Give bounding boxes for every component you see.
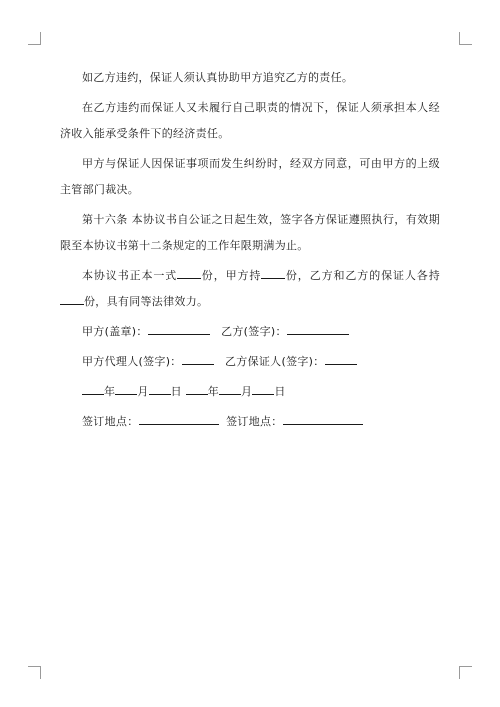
blank-total-copies [177, 267, 201, 279]
party-b-sign-label: 乙方(签字)： [221, 325, 287, 338]
date-b-month-label: 月 [241, 385, 253, 398]
date-b-day-blank [252, 383, 274, 395]
paragraph-copies [60, 263, 440, 315]
copies-text-3: 份，乙方和乙方的保证人各持 [285, 269, 441, 282]
copies-text-4: 份，具有同等法律效力。 [84, 295, 209, 308]
date-a-year-blank [82, 383, 104, 395]
party-a-seal-blank [148, 323, 210, 335]
party-a-agent-blank [182, 353, 214, 365]
blank-party-a-copies [261, 267, 285, 279]
corner-mark-top-right [459, 32, 472, 45]
corner-mark-top-left [28, 32, 41, 45]
date-b-month-blank [219, 383, 241, 395]
signature-row-seal [60, 319, 440, 345]
copies-text-1: 本协议书正本一式 [82, 269, 178, 282]
date-b-year-label: 年 [207, 385, 220, 398]
date-b-day-label: 日 [274, 385, 286, 398]
date-a-day-label: 日 [170, 385, 182, 398]
date-a-year-label: 年 [104, 385, 116, 398]
date-b-year-blank [186, 383, 208, 395]
signature-row-agents [60, 349, 440, 375]
paragraph-dispute-resolution: 甲方与保证人因保证事项而发生纠纷时，经双方同意，可由甲方的上级主管部门裁决。 [60, 157, 440, 196]
date-a-month-label: 月 [137, 385, 149, 398]
party-b-sign-blank [287, 323, 349, 335]
place-b-blank [283, 413, 363, 425]
place-b-label: 签订地点： [226, 415, 283, 428]
date-a-day-blank [149, 383, 171, 395]
party-b-guarantor-blank [325, 353, 357, 365]
copies-text-2: 份，甲方持 [201, 269, 262, 282]
paragraph-guarantor-liability: 在乙方违约而保证人又未履行自己职责的情况下，保证人须承担本人经济收入能承受条件下的经济责任。 [60, 101, 440, 140]
blank-party-b-copies [60, 293, 84, 305]
party-b-guarantor-label: 乙方保证人(签字)： [224, 355, 325, 368]
paragraph-guarantor-assist: 如乙方违约，保证人须认真协助甲方追究乙方的责任。 [82, 71, 354, 84]
signature-row-places [60, 409, 440, 435]
party-a-agent-label: 甲方代理人(签字)： [82, 355, 182, 368]
date-a-month-blank [115, 383, 137, 395]
party-a-seal-label: 甲方(盖章)： [82, 325, 148, 338]
corner-mark-bottom-left [28, 666, 41, 679]
corner-mark-bottom-right [459, 666, 472, 679]
signature-row-dates [60, 379, 440, 405]
document-body [60, 65, 440, 439]
paragraph-article-16: 第十六条 本协议书自公证之日起生效，签字各方保证遵照执行，有效期限至本协议书第十二条规定的工作年限期满为止。 [60, 213, 440, 252]
place-a-label: 签订地点： [82, 415, 139, 428]
place-a-blank [139, 413, 219, 425]
